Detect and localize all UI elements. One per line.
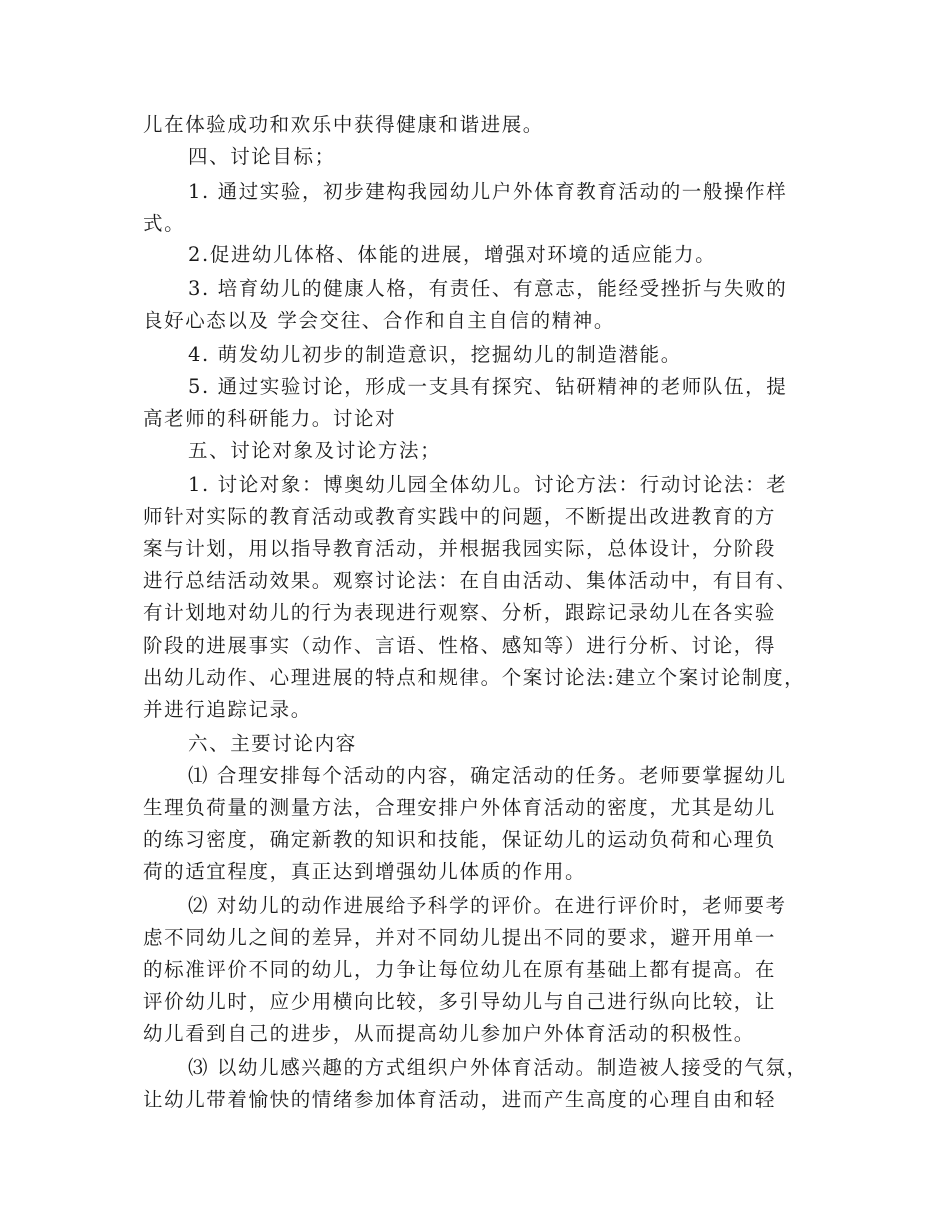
text-line: 儿在体验成功和欢乐中获得健康和谐进展。 bbox=[143, 113, 544, 136]
text-line: 生理负荷量的测量方法，合理安排户外体育活动的密度，尤其是幼儿 bbox=[143, 796, 777, 819]
text-line: 4. 萌发幼儿初步的制造意识，挖掘幼儿的制造潜能。 bbox=[188, 343, 682, 366]
text-line: 幼儿看到自己的进步，从而提高幼儿参加户外体育活动的积极性。 bbox=[143, 1022, 755, 1045]
text-line: 1. 通过实验，初步建构我园幼儿户外体育教育活动的一般操作样 bbox=[188, 180, 788, 203]
text-line: 5. 通过实验讨论，形成一支具有探究、钻研精神的老师队伍，提 bbox=[188, 375, 788, 398]
text-line: ⑴ 合理安排每个活动的内容，确定活动的任务。老师要掌握幼儿 bbox=[188, 764, 787, 787]
text-line: 评价幼儿时，应少用横向比较，多引导幼儿与自己进行纵向比较，让 bbox=[143, 990, 777, 1013]
text-line: 荷的适宜程度，真正达到增强幼儿体质的作用。 bbox=[143, 860, 587, 883]
text-line: 良好心态以及 学会交往、合作和自主自信的精神。 bbox=[143, 309, 615, 332]
text-line: 虑不同幼儿之间的差异，并对不同幼儿提出不同的要求，避开用单一 bbox=[143, 926, 777, 949]
text-line: 进行总结活动效果。观察讨论法：在自由活动、集体活动中，有目有、 bbox=[143, 569, 798, 592]
text-line: ⑶ 以幼儿感兴趣的方式组织户外体育活动。制造被人接受的气氛， bbox=[188, 1056, 808, 1079]
text-line: 师针对实际的教育活动或教育实践中的问题，不断提出改进教育的方 bbox=[143, 505, 777, 528]
text-line: 高老师的科研能力。讨论对 bbox=[143, 407, 397, 430]
text-line: 出幼儿动作、心理进展的特点和规律。个案讨论法:建立个案讨论制度， bbox=[143, 666, 806, 689]
text-line: 3. 培育幼儿的健康人格，有责任、有意志，能经受挫折与失败的 bbox=[188, 277, 788, 300]
section-heading-goals: 四、讨论目标； bbox=[188, 145, 336, 168]
text-line: 有计划地对幼儿的行为表现进行观察、分析，跟踪记录幼儿在各实验 bbox=[143, 601, 777, 624]
text-line: 式。 bbox=[143, 212, 186, 235]
text-line: 让幼儿带着愉快的情绪参加体育活动，进而产生高度的心理自由和轻 bbox=[143, 1088, 777, 1111]
text-line: 的练习密度，确定新教的知识和技能，保证幼儿的运动负荷和心理负 bbox=[143, 828, 777, 851]
text-line: 2.促进幼儿体格、体能的进展，增强对环境的适应能力。 bbox=[188, 243, 717, 266]
text-line: ⑵ 对幼儿的动作进展给予科学的评价。在进行评价时，老师要考 bbox=[188, 894, 787, 917]
text-line: 阶段的进展事实（动作、言语、性格、感知等）进行分析、讨论，得 bbox=[143, 634, 777, 657]
section-heading-main-content: 六、主要讨论内容 bbox=[188, 732, 357, 755]
text-line: 并进行追踪记录。 bbox=[143, 698, 312, 721]
text-line: 1. 讨论对象：博奥幼儿园全体幼儿。讨论方法：行动讨论法：老 bbox=[188, 473, 788, 496]
text-line: 案与计划，用以指导教育活动，并根据我园实际，总体设计，分阶段 bbox=[143, 537, 777, 560]
text-line: 的标准评价不同的幼儿，力争让每位幼儿在原有基础上都有提高。在 bbox=[143, 958, 777, 981]
section-heading-subjects-methods: 五、讨论对象及讨论方法； bbox=[188, 439, 442, 462]
